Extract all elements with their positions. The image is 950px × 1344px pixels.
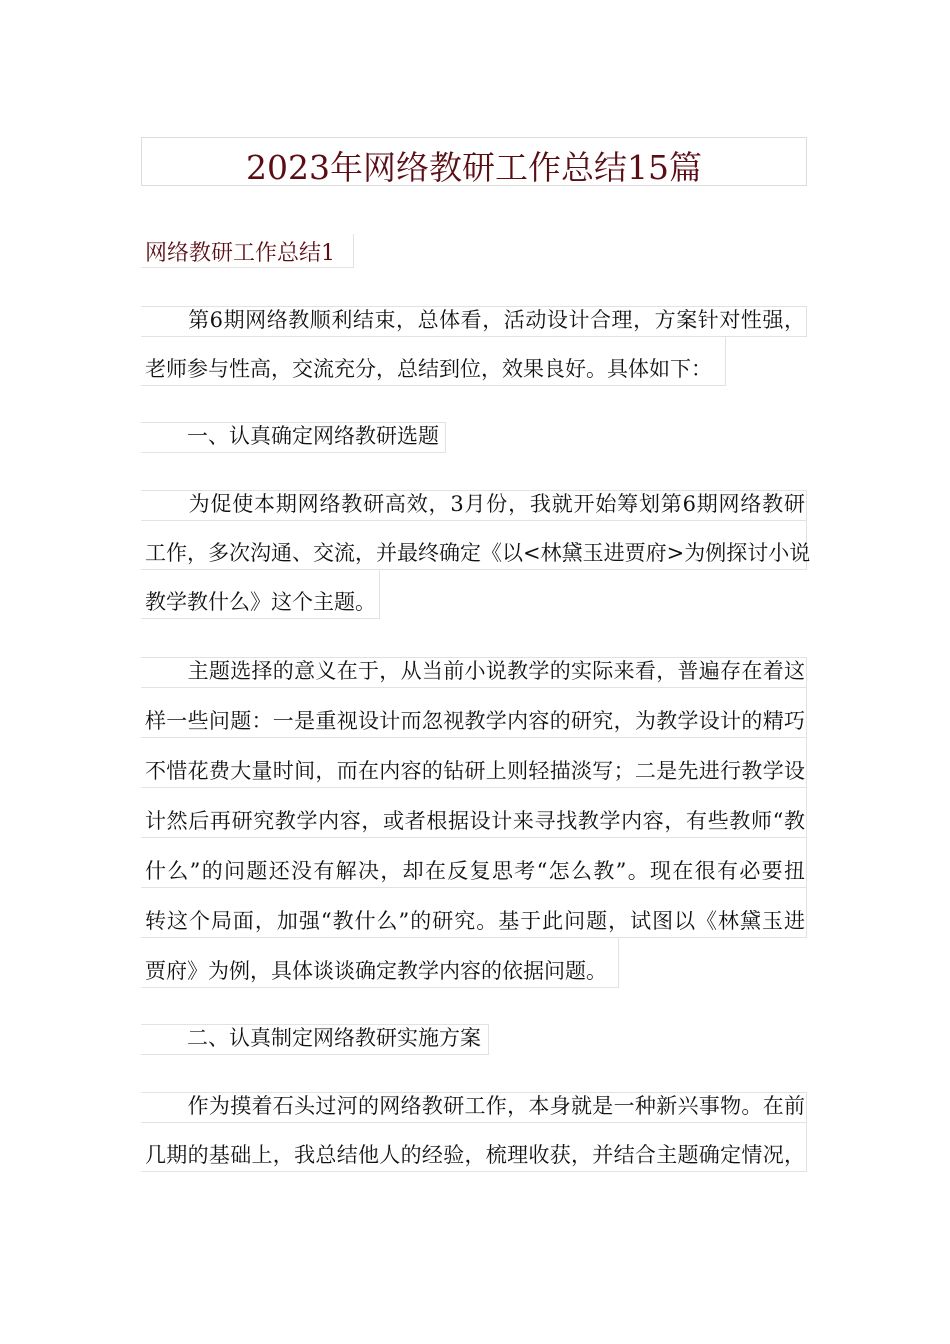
paragraph-line: 不惜花费大量时间，而在内容的钻研上则轻描淡写；二是先进行教学设 xyxy=(145,759,805,783)
paragraph-line: 主题选择的意义在于，从当前小说教学的实际来看，普遍存在着这 xyxy=(145,659,805,683)
title-box xyxy=(141,137,807,186)
paragraph-line: 二、认真制定网络教研实施方案 xyxy=(145,1026,481,1050)
paragraph-line: 老师参与性高，交流充分，总结到位，效果良好。具体如下： xyxy=(145,357,712,381)
paragraph-line: 什么”的问题还没有解决，却在反复思考“怎么教”。现在很有必要扭 xyxy=(145,859,805,883)
paragraph-line: 几期的基础上，我总结他人的经验，梳理收获，并结合主题确定情况， xyxy=(145,1143,805,1167)
paragraph-line: 一、认真确定网络教研选题 xyxy=(145,424,439,448)
paragraph-line: 转这个局面，加强“教什么”的研究。基于此问题，试图以《林黛玉进 xyxy=(145,909,805,933)
section-heading-box xyxy=(141,234,354,268)
paragraph-line: 计然后再研究教学内容，或者根据设计来寻找教学内容，有些教师“教 xyxy=(145,809,805,833)
paragraph-line: 第6期网络教顺利结束，总体看，活动设计合理，方案针对性强， xyxy=(145,308,805,332)
paragraph-line: 为促使本期网络教研高效，3月份，我就开始筹划第6期网络教研 xyxy=(145,492,805,516)
paragraph-line: 样一些问题：一是重视设计而忽视教学内容的研究，为教学设计的精巧 xyxy=(145,709,805,733)
paragraph-line: 作为摸着石头过河的网络教研工作，本身就是一种新兴事物。在前 xyxy=(145,1094,805,1118)
section-heading: 网络教研工作总结1 xyxy=(145,241,335,266)
paragraph-line: 工作，多次沟通、交流，并最终确定《以<林黛玉进贾府>为例探讨小说 xyxy=(145,541,811,565)
document-title: 2023年网络教研工作总结15篇 xyxy=(246,148,702,187)
paragraph-line: 贾府》为例，具体谈谈确定教学内容的依据问题。 xyxy=(145,959,607,983)
paragraph-line: 教学教什么》这个主题。 xyxy=(145,590,376,614)
